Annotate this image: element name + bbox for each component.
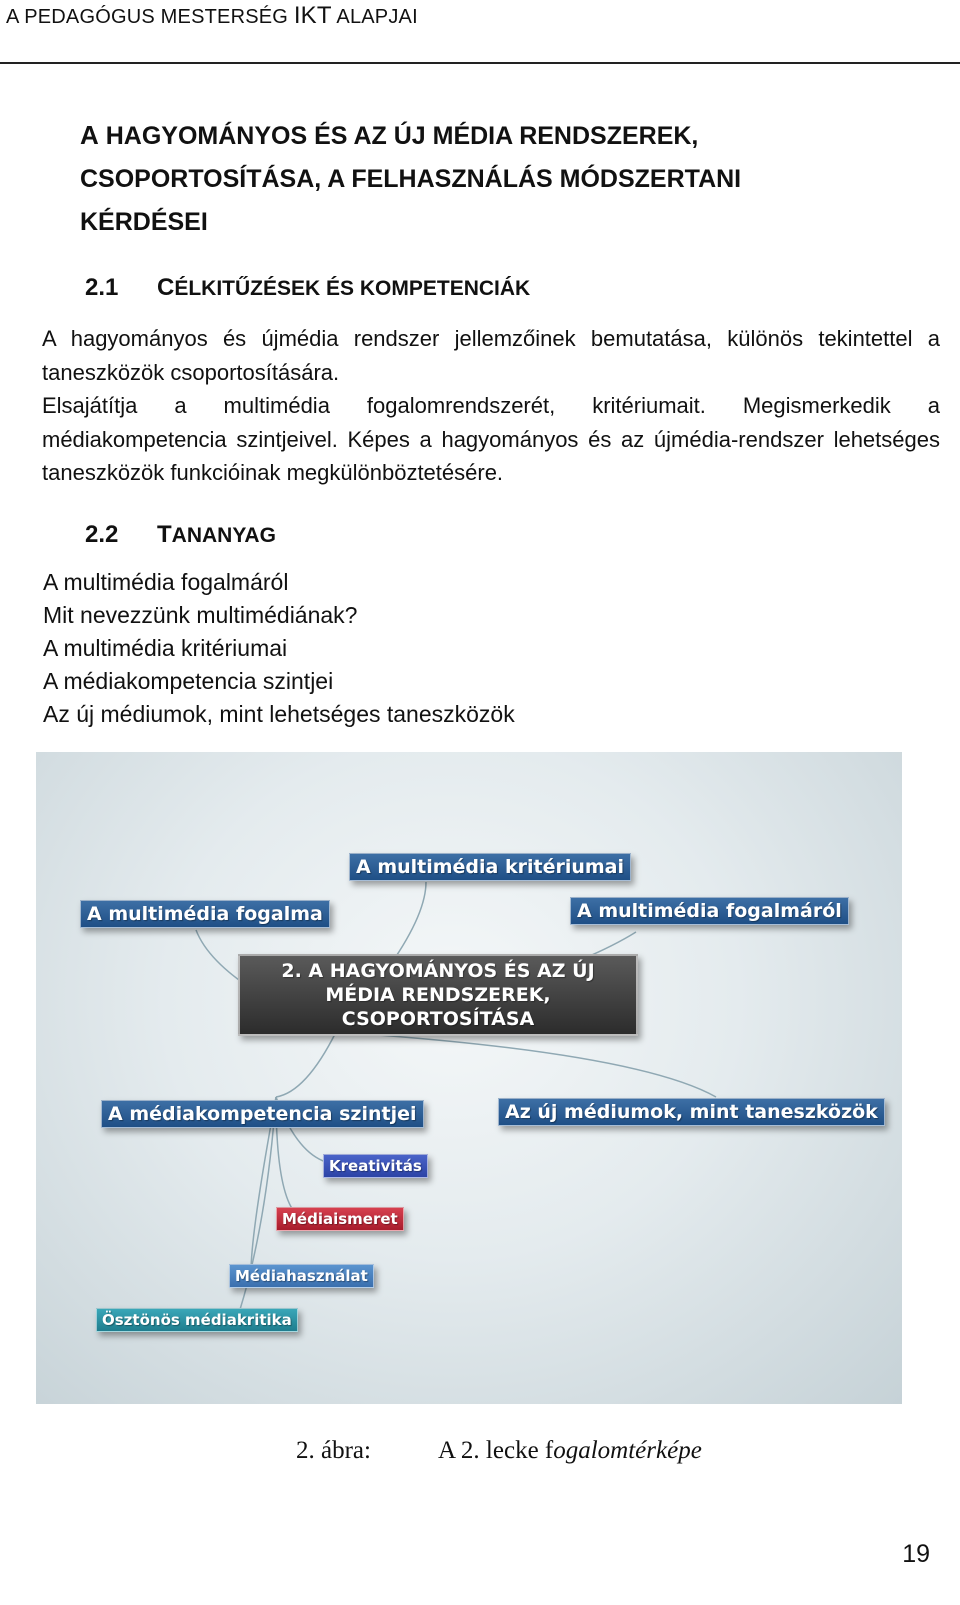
center-line: MÉDIA RENDSZEREK,	[325, 984, 551, 1006]
caption-label: 2. ábra:	[296, 1437, 371, 1464]
node-osztonos-mediakritika: Ösztönös médiakritika	[96, 1308, 298, 1332]
center-line: CSOPORTOSÍTÁSA	[341, 1008, 535, 1030]
header-rule	[0, 62, 960, 64]
concept-map-figure	[36, 752, 902, 1404]
topic-item: A multimédia fogalmáról	[43, 569, 289, 595]
chapter-line2: CSOPORTOSÍTÁSA, A FELHASZNÁLÁS MÓDSZERTANI	[80, 165, 742, 193]
topic-item: A multimédia kritériumai	[43, 635, 288, 661]
section1-rest: ÉLKITŰZÉSEK ÉS KOMPETENCIÁK	[174, 277, 531, 300]
section-heading-objectives	[85, 274, 530, 302]
running-head-part1: PEDAGÓGUS MESTERSÉG	[24, 6, 294, 28]
chapter-line1-first: A	[80, 120, 99, 150]
running-head-prefix: A	[6, 6, 25, 28]
section1-number: 2.1	[85, 274, 119, 301]
node-center-chapter	[238, 954, 638, 1036]
running-head	[6, 2, 418, 30]
caption-text-b: ogalomtérképe	[553, 1437, 702, 1464]
node-mediaismeret: Médiaismeret	[276, 1207, 404, 1231]
chapter-line1-rest: HAGYOMÁNYOS ÉS AZ ÚJ MÉDIA RENDSZEREK,	[98, 122, 699, 150]
objective-paragraph: Elsajátítja a multimédia fogalomrendszerét, kritériumait. Megismerkedik a médiakompetencia szintjeivel. Képes a hagyományos és az újmédia-rendszer lehetséges taneszközök funkcióinak megkülönböztetésére.	[42, 393, 940, 485]
chapter-number	[30, 115, 80, 158]
section-heading-tananyag	[85, 521, 276, 549]
node-kreativitas: Kreativitás	[323, 1154, 428, 1178]
section2-rest: ANANYAG	[171, 524, 276, 547]
running-head-part2: IKT	[293, 2, 332, 29]
page-number: 19	[902, 1540, 930, 1568]
figure-caption	[296, 1437, 702, 1465]
section1-first: C	[157, 274, 175, 301]
topic-item: Mit nevezzünk multimédiának?	[43, 602, 358, 628]
topic-list	[43, 566, 515, 731]
section2-number: 2.2	[85, 521, 119, 548]
concept-map-connectors	[36, 752, 902, 1404]
node-mediahasznalat: Médiahasználat	[229, 1264, 374, 1288]
running-head-part3: ALAPJAI	[331, 6, 418, 28]
topic-item: Az új médiumok, mint lehetséges taneszközök	[43, 701, 515, 727]
chapter-title	[30, 114, 910, 244]
caption-text-a: A 2. lecke f	[438, 1437, 554, 1464]
node-mediakompetencia-szintjei: A médiakompetencia szintjei	[101, 1100, 424, 1128]
topic-item: A médiakompetencia szintjei	[43, 668, 334, 694]
node-multimedia-kriteriumai: A multimédia kritériumai	[349, 853, 631, 881]
section2-first: T	[157, 521, 172, 548]
node-multimedia-fogalmarol: A multimédia fogalmáról	[570, 897, 849, 925]
objectives-text	[42, 322, 940, 490]
center-line: 2. A HAGYOMÁNYOS ÉS AZ ÚJ	[281, 960, 595, 982]
node-uj-mediumok: Az új médiumok, mint taneszközök	[498, 1098, 885, 1126]
node-multimedia-fogalma: A multimédia fogalma	[80, 900, 330, 928]
chapter-line3: KÉRDÉSEI	[80, 208, 208, 236]
objective-paragraph: A hagyományos és újmédia rendszer jellemzőinek bemutatása, különös tekintettel a taneszközök csoportosítására.	[42, 326, 940, 385]
